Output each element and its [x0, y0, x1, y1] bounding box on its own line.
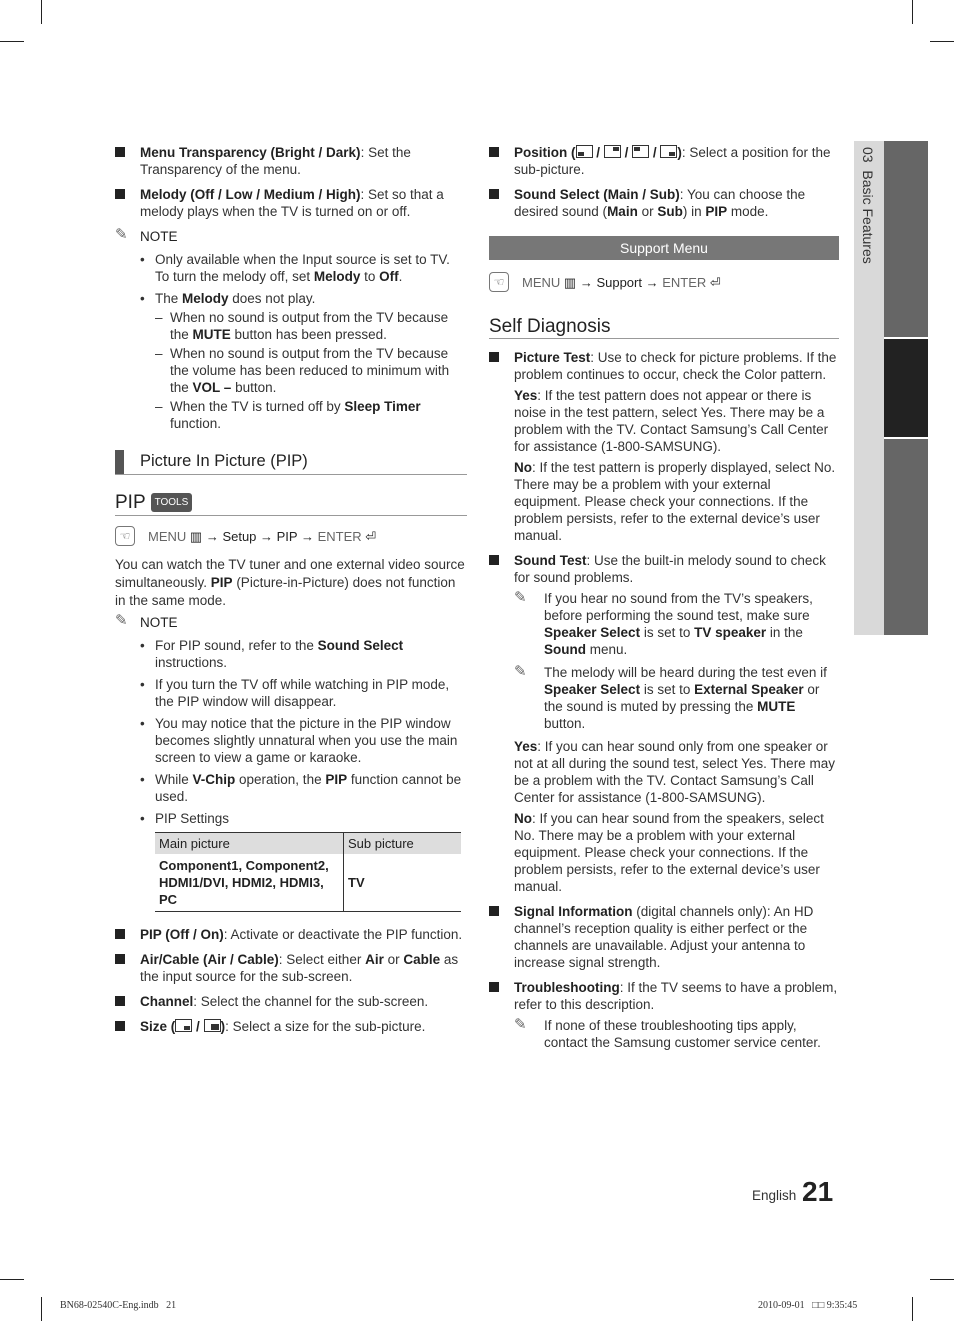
enter-icon: ⏎	[709, 275, 721, 290]
list-item: Menu Transparency (Bright / Dark): Set the Transparency of the menu.	[115, 144, 467, 178]
note-heading: ✎ NOTE	[115, 612, 178, 630]
list-item: PIP (Off / On): Activate or deactivate the PIP function.	[115, 926, 467, 943]
pencil-icon: ✎	[514, 589, 527, 606]
note-item: ✎ If you hear no sound from the TV’s speakers, before performing the sound test, make sure Speaker Select is set to TV speaker in the Sound menu.	[514, 589, 813, 657]
note-item: ✎ The melody will be heard during the test even if Speaker Select is set to External Speaker or the sound is muted by pressing the MUTE button.	[514, 663, 827, 731]
position-bottom-right-icon	[660, 145, 677, 158]
paragraph: No: If the test pattern is properly displayed, select No. There may be a problem with your external equipment. Please check your connections. If the problem persists, refer to the external device’s user manual.	[514, 460, 836, 543]
chapter-title: Basic Features	[860, 170, 876, 264]
note-item: • For PIP sound, refer to the Sound Select instructions.	[115, 637, 467, 671]
menu-path: ☜ MENU ▥ → Support → ENTER ⏎	[489, 272, 839, 294]
file-slug: BN68-02540C-Eng.indb 21	[60, 1300, 177, 1311]
paragraph: No: If you can hear sound from the speakers, select No. There may be a problem with your external equipment. Please check your connections. If the problem persists, refer to the external device’s user manual.	[514, 811, 824, 894]
note-item: ✎ If none of these troubleshooting tips apply, contact the Samsung customer service center.	[514, 1016, 821, 1050]
chapter-number: 03	[860, 147, 876, 163]
menu-icon: ▥	[563, 275, 577, 290]
table-cell: Component1, Component2, HDMI1/DVI, HDMI2, HDMI3, PC	[155, 854, 344, 912]
list-item: Sound Test: Use the built-in melody sound to check for sound problems.	[489, 552, 839, 586]
menu-path: ☜ MENU ▥ → Setup → PIP → ENTER ⏎	[115, 526, 467, 548]
pencil-icon: ✎	[514, 1016, 527, 1033]
list-item: Size ( / ): Select a size for the sub-picture.	[115, 1018, 467, 1035]
crop-mark	[0, 1279, 24, 1280]
tab-block-active	[884, 339, 928, 437]
crop-mark	[912, 0, 913, 24]
note-subitem: – When no sound is output from the TV because the volume has been reduced to minimum with the VOL – button.	[115, 345, 467, 396]
crop-mark	[912, 1297, 913, 1321]
pencil-icon: ✎	[115, 612, 128, 629]
pencil-icon: ✎	[115, 226, 128, 243]
list-item: Position ( / / / ): Select a position for the sub-picture.	[489, 144, 839, 178]
hand-icon: ☜	[115, 526, 135, 546]
enter-icon: ⏎	[365, 529, 377, 544]
note-item: • PIP Settings	[115, 810, 467, 827]
left-column	[115, 144, 467, 1043]
date-slug: 2010-09-01 □□ 9:35:45	[758, 1300, 858, 1311]
list-item: Channel: Select the channel for the sub-screen.	[115, 993, 467, 1010]
position-top-left-icon	[632, 145, 649, 158]
section-heading: Picture In Picture (PIP)	[115, 450, 467, 475]
note-item: • Only available when the Input source is set to TV. To turn the melody off, set Melody to Off.	[115, 251, 467, 285]
list-item: Melody (Off / Low / Medium / High): Set so that a melody plays when the TV is turned on or off.	[115, 186, 467, 220]
self-diagnosis-heading: Self Diagnosis	[489, 318, 839, 339]
position-bottom-left-icon	[576, 145, 593, 158]
size-large-icon	[204, 1019, 221, 1032]
tab-block	[884, 439, 928, 635]
crop-mark	[930, 41, 954, 42]
table-header: Sub picture	[344, 833, 462, 855]
note-item: • If you turn the TV off while watching in PIP mode, the PIP window will disappear.	[115, 676, 467, 710]
note-subitem: – When the TV is turned off by Sleep Timer function.	[115, 398, 467, 432]
crop-mark	[41, 0, 42, 24]
table-cell: TV	[344, 854, 462, 912]
note-subitem: – When no sound is output from the TV because the MUTE button has been pressed.	[115, 309, 467, 343]
note-heading: ✎ NOTE	[115, 226, 178, 244]
hand-icon: ☜	[489, 272, 509, 292]
crop-mark	[0, 41, 24, 42]
crop-mark	[930, 1279, 954, 1280]
language-label: English	[752, 1188, 797, 1203]
pencil-icon: ✎	[514, 663, 527, 680]
paragraph: Yes: If you can hear sound only from one speaker or not at all during the sound test, select Yes. There may be a problem with the TV. Contact Samsung’s Call Center for assistance (1-800-SAMSUNG).	[514, 739, 835, 805]
list-item: Air/Cable (Air / Cable): Select either Air or Cable as the input source for the sub-screen.	[115, 951, 467, 985]
right-column	[489, 144, 839, 1057]
page-number: 21	[802, 1176, 834, 1207]
support-menu-bar: Support Menu	[489, 236, 839, 260]
size-small-icon	[175, 1019, 192, 1032]
note-item: • The Melody does not play.	[115, 290, 467, 307]
position-top-right-icon	[604, 145, 621, 158]
note-item: • You may notice that the picture in the PIP window becomes slightly unnatural when you use the main screen to view a game or karaoke.	[115, 715, 467, 766]
list-item: Troubleshooting: If the TV seems to have a problem, refer to this description.	[489, 979, 839, 1013]
menu-icon: ▥	[189, 529, 203, 544]
table-header: Main picture	[155, 833, 344, 855]
pip-intro: You can watch the TV tuner and one external video source simultaneously. PIP (Picture-in-Picture) does not function in the same mode.	[115, 557, 465, 608]
paragraph: Yes: If the test pattern does not appear or there is noise in the test pattern, select Yes. There may be a problem with the TV. Contact Samsung’s Call Center for assistance (1-800-SAMSUNG).	[514, 388, 829, 454]
pip-heading: PIP TOOLS	[115, 493, 467, 516]
tab-block	[884, 141, 928, 337]
list-item: Sound Select (Main / Sub): You can choose the desired sound (Main or Sub) in PIP mode.	[489, 186, 839, 220]
chapter-tab	[854, 141, 884, 635]
tools-badge: TOOLS	[151, 493, 193, 512]
crop-mark	[41, 1297, 42, 1321]
list-item: Picture Test: Use to check for picture problems. If the problem continues to occur, check the Color pattern.	[489, 349, 839, 383]
pip-settings-table	[155, 832, 461, 912]
note-item: • While V-Chip operation, the PIP function cannot be used.	[115, 771, 467, 805]
list-item: Signal Information (digital channels only): An HD channel’s reception quality is either perfect or the channels are unavailable. Adjust your antenna to increase signal strength.	[489, 903, 839, 971]
